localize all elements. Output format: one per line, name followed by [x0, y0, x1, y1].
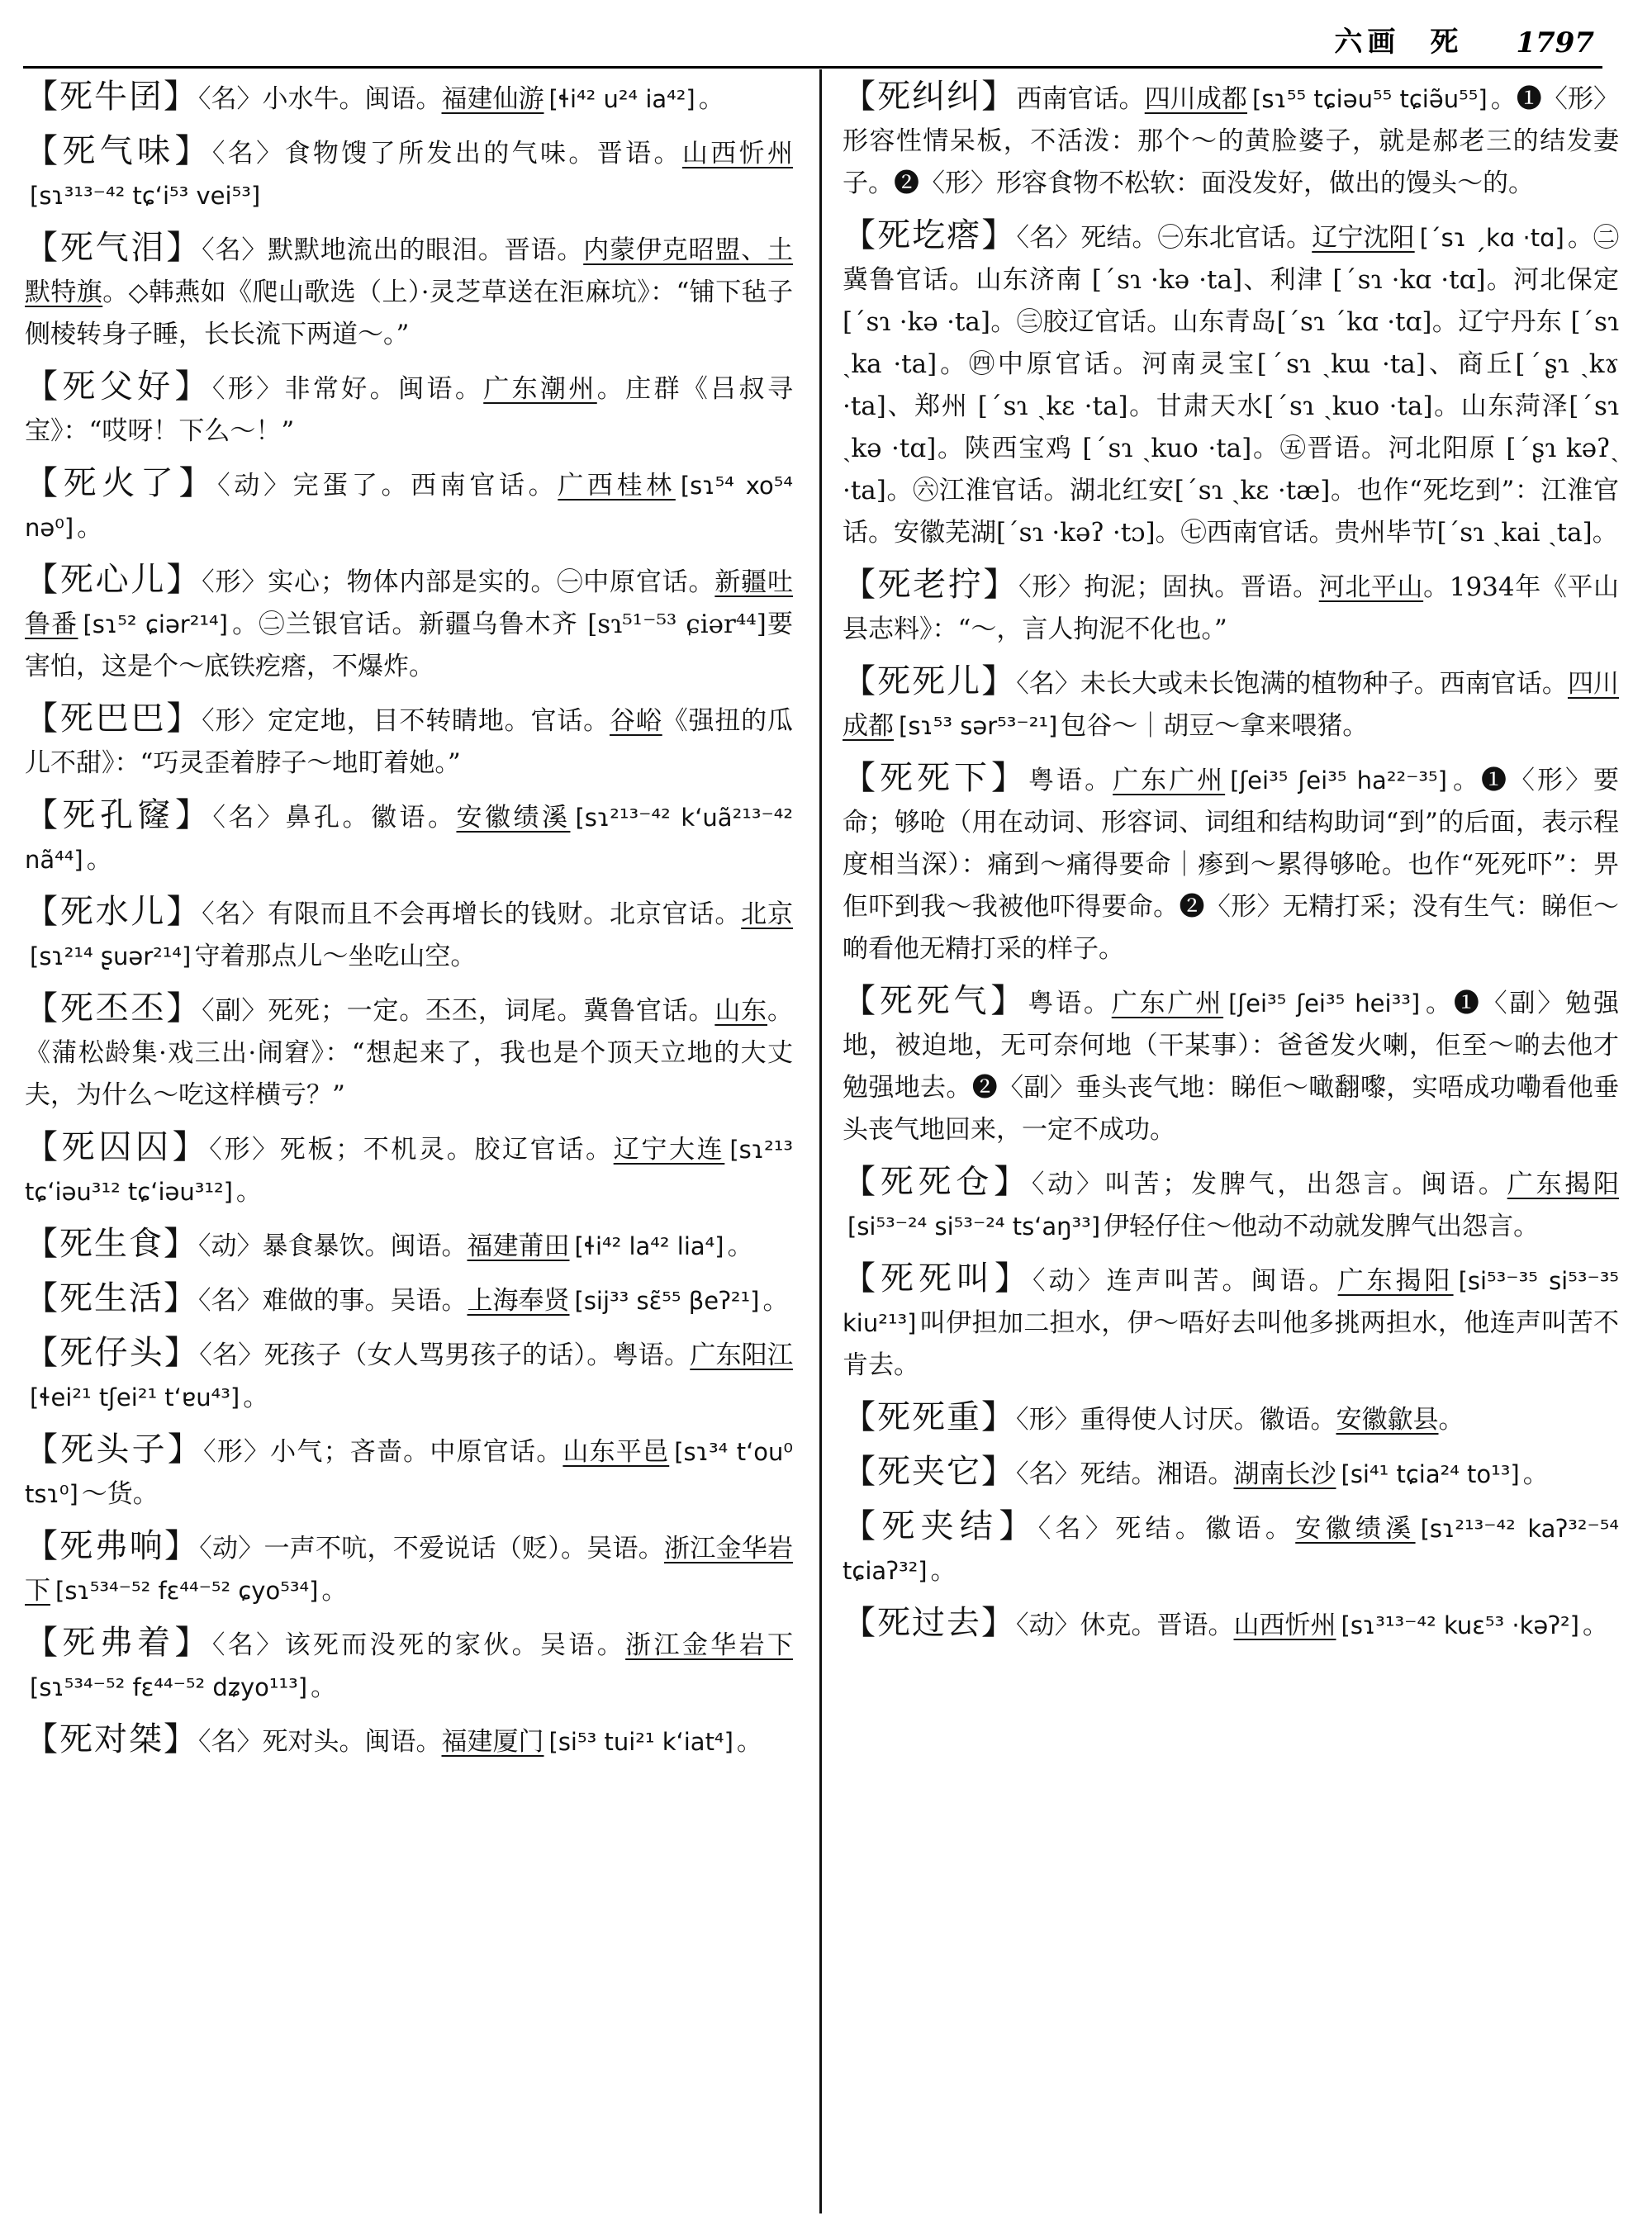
- pronunciation: [sɿ²¹³⁻⁴² kʻuã²¹³⁻⁴² nã⁴⁴]: [25, 804, 794, 874]
- place-name: 辽宁大连: [613, 1135, 725, 1165]
- part-of-speech: 〈形〉: [1018, 572, 1085, 602]
- part-of-speech: 〈名〉: [211, 139, 285, 168]
- place-name: 福建莆田: [467, 1231, 570, 1261]
- entry-rest: 。《蒲松龄集·戏三出·闹窘》：“想起来了，我也是个顶天立地的大丈夫，为什么～吃这样横亏？”: [25, 996, 794, 1110]
- headword: 【死巴巴】: [25, 700, 202, 738]
- place-name: 安徽绩溪: [1295, 1514, 1416, 1544]
- dictionary-entry: [25, 1622, 793, 1709]
- headword: 【死囚囚】: [25, 1128, 210, 1166]
- place-name: 四川成都: [1144, 84, 1248, 114]
- pronunciation: [sɿ⁵³⁴⁻⁵² fɛ⁴⁴⁻⁵² ɕyo⁵³⁴]: [55, 1577, 319, 1605]
- place-name: 北京: [741, 899, 794, 929]
- entry-rest: 守着那点儿～坐吃山空。: [194, 942, 477, 971]
- dictionary-entry: [25, 1223, 793, 1268]
- place-name: 广东潮州: [483, 374, 597, 404]
- dictionary-entry: [25, 1429, 793, 1516]
- definition-text: 死孩子（女人骂男孩子的话）。粤语。: [263, 1340, 691, 1370]
- place-name: 广东揭阳: [1507, 1170, 1620, 1199]
- part-of-speech: 〈名〉: [1016, 1459, 1080, 1489]
- part-of-speech: 〈动〉: [217, 471, 293, 501]
- part-of-speech: 〈动〉: [199, 1534, 264, 1563]
- definition-text: 食物馊了所发出的气味。晋语。: [284, 139, 682, 168]
- pronunciation: [sij³³ sɛ̃⁵⁵ βeʔ²¹]: [574, 1287, 760, 1315]
- place-name: 上海奉贤: [467, 1286, 570, 1316]
- definition-text: 一声不吭，不爱说话（贬）。吴语。: [263, 1534, 664, 1563]
- part-of-speech: 〈形〉: [1016, 1405, 1080, 1435]
- pronunciation: [sɿ⁵³ sər⁵³⁻²¹]: [899, 712, 1058, 740]
- entry-rest: 。❶〈副〉勉强地，被迫地，无可奈何地（干某事）：爸爸发火喇，佢至～啲去他才勉强地去。❷〈副〉垂头丧气地：睇佢～噉翻嚟，实唔成功嘞看他垂头丧气地回来，一定不成功。: [843, 989, 1620, 1145]
- dictionary-entry: [25, 795, 793, 881]
- definition-text: 死结。徽语。: [1115, 1514, 1296, 1544]
- entry-rest: 。: [736, 1727, 762, 1757]
- headword: 【死仔头】: [25, 1334, 200, 1372]
- part-of-speech: 〈形〉: [202, 706, 268, 736]
- pronunciation: [sɿ²¹³⁻⁴² kaʔ³²⁻⁵⁴ tɕiaʔ³²]: [843, 1515, 1620, 1585]
- entry-rest: 。庄群《吕叔寻宝》：“哎呀！下么～！”: [25, 374, 794, 446]
- right-column: [843, 76, 1619, 1657]
- definition-text: 重得使人讨厌。徽语。: [1080, 1405, 1336, 1435]
- headword: 【死夹结】: [843, 1507, 1038, 1545]
- headword: 【死死儿】: [843, 662, 1017, 700]
- pronunciation: [sɿ⁵⁴ xo⁵⁴ nə⁰]: [25, 472, 794, 542]
- dictionary-entry: [25, 227, 793, 356]
- dictionary-entry: [843, 1161, 1619, 1248]
- place-name: 广西桂林: [558, 471, 676, 501]
- place-name: 浙江金华岩下: [25, 1534, 793, 1606]
- headword: 【死圪瘩】: [843, 216, 1017, 254]
- dictionary-entry: [25, 1332, 793, 1419]
- pronunciation: [ɬi⁴² u²⁴ ia⁴²]: [548, 85, 695, 113]
- pronunciation: [sɿ⁵² ɕiər²¹⁴]: [83, 610, 228, 638]
- headword: 【死过去】: [843, 1604, 1016, 1642]
- dictionary-entry: [843, 1258, 1619, 1387]
- section-label: 六画: [1334, 26, 1401, 59]
- dictionary-entry: [843, 1451, 1619, 1496]
- part-of-speech: 〈名〉: [1037, 1514, 1116, 1544]
- place-name: 湖南长沙: [1233, 1459, 1336, 1489]
- place-name: 河北平山: [1318, 572, 1424, 602]
- page-number: 1797: [1516, 26, 1594, 59]
- part-of-speech: 〈名〉: [211, 1630, 285, 1660]
- part-of-speech: 〈形〉: [211, 374, 285, 404]
- entry-rest: 。: [930, 1556, 957, 1586]
- definition-text: 小气；吝啬。中原官话。: [270, 1437, 563, 1467]
- place-name: 浙江金华岩下: [625, 1630, 794, 1660]
- definition-text: 定定地，目不转睛地。官话。: [268, 706, 610, 736]
- dictionary-entry: [843, 661, 1619, 747]
- pronunciation: [ʃei³⁵ ʃei³⁵ hei³³]: [1228, 989, 1421, 1018]
- part-of-speech: 〈动〉: [1016, 1611, 1080, 1640]
- dictionary-entry: [25, 76, 793, 121]
- dictionary-entry: [25, 1127, 793, 1213]
- column-divider: [819, 69, 822, 2213]
- part-of-speech: 〈动〉: [198, 1231, 263, 1261]
- page-header: [33, 18, 1594, 59]
- headword: 【死弗响】: [25, 1527, 200, 1565]
- headword: 【死孔窿】: [25, 796, 213, 834]
- dictionary-entry: [25, 1278, 793, 1322]
- definition-text: 实心；物体内部是实的。㊀中原官话。: [268, 567, 715, 597]
- place-name: 谷峪: [610, 706, 662, 736]
- part-of-speech: 〈动〉: [1032, 1266, 1107, 1296]
- headword: 【死父好】: [25, 368, 212, 406]
- definition-text: 叫苦；发脾气，出怨言。闽语。: [1104, 1170, 1507, 1199]
- pronunciation: [sɿ⁵⁵ tɕiəu⁵⁵ tɕiə̃u⁵⁵]: [1252, 85, 1488, 113]
- headword: 【死夹它】: [843, 1453, 1016, 1491]
- headword: 【死头子】: [25, 1431, 204, 1468]
- dictionary-entry: [25, 366, 793, 453]
- dictionary-entry: [25, 1525, 793, 1612]
- definition-text: 完蛋了。西南官话。: [292, 471, 558, 501]
- part-of-speech: 〈副〉: [202, 996, 268, 1026]
- headword: 【死死叫】: [843, 1260, 1033, 1298]
- entry-rest: 。: [311, 1672, 337, 1702]
- dictionary-entry: [25, 559, 793, 688]
- headword: 【死老拧】: [843, 566, 1018, 604]
- dictionary-entry: [843, 1602, 1619, 1647]
- headword: 【死生活】: [25, 1279, 198, 1317]
- dictionary-entry: [25, 988, 793, 1117]
- definition-text: 休克。晋语。: [1080, 1611, 1234, 1640]
- pronunciation: [si⁵³ tui²¹ kʻiat⁴]: [548, 1728, 733, 1756]
- left-column: [25, 76, 793, 1773]
- entry-rest: 伊轻仔住～他动不动就发脾气出怨言。: [1104, 1212, 1540, 1241]
- headword: 【死纠纠】: [843, 78, 1017, 116]
- entry-rest: 。1934年《平山县志料》：“～，言人拘泥不化也。”: [843, 572, 1620, 644]
- place-name: 山东平邑: [563, 1437, 670, 1467]
- dictionary-entry: [843, 76, 1619, 205]
- place-name: 福建仙游: [441, 84, 544, 114]
- dictionary-entry: [843, 1506, 1619, 1592]
- pronunciation: [sɿ³¹³⁻⁴² tɕʻi⁵³ vei⁵³]: [30, 182, 261, 210]
- definition-text: 粤语。: [1028, 766, 1113, 795]
- pronunciation: [sɿ²¹⁴ ʂuər²¹⁴]: [30, 942, 192, 970]
- definition-text: 难做的事。吴语。: [262, 1286, 468, 1316]
- definition-text: 死对头。闽语。: [262, 1727, 442, 1757]
- definition-text: 死结。㊀东北官话。: [1080, 223, 1313, 253]
- header-rule: [23, 66, 1602, 69]
- dictionary-entry: [25, 698, 793, 785]
- dictionary-entry: [25, 1719, 793, 1763]
- part-of-speech: 〈形〉: [202, 567, 268, 597]
- definition-text: 鼻孔。徽语。: [285, 803, 457, 833]
- place-name: 山西忻州: [681, 139, 794, 168]
- pronunciation: [ʃei³⁵ ʃei³⁵ ha²²⁻³⁵]: [1230, 766, 1447, 795]
- definition-text: 该死而没死的家伙。吴语。: [284, 1630, 626, 1660]
- pronunciation: [si⁵³⁻³⁵ si⁵³⁻³⁵ kiu²¹³]: [843, 1267, 1620, 1337]
- definition-text: 粤语。: [1028, 989, 1112, 1018]
- place-name: 广东广州: [1113, 766, 1226, 795]
- part-of-speech: 〈形〉: [209, 1135, 280, 1165]
- definition-text: 默默地流出的眼泪。晋语。: [268, 235, 584, 265]
- dictionary-entry: [843, 757, 1619, 970]
- pronunciation: [sɿ³¹³⁻⁴² kuɛ⁵³ ·kəʔ²]: [1341, 1611, 1579, 1639]
- part-of-speech: 〈名〉: [202, 899, 268, 929]
- place-name: 广东广州: [1111, 989, 1224, 1018]
- pronunciation: [ɬei²¹ tʃei²¹ tʻɐu⁴³]: [30, 1383, 240, 1412]
- place-name: 福建厦门: [441, 1727, 544, 1757]
- dictionary-entry: [843, 980, 1619, 1151]
- dictionary-entry: [843, 1397, 1619, 1441]
- entry-rest: 《强扭的瓜儿不甜》：“巧灵歪着脖子～地盯着她。”: [25, 706, 794, 778]
- entry-rest: 。: [698, 84, 724, 114]
- headword: 【死气味】: [25, 132, 212, 170]
- headword: 【死心儿】: [25, 561, 202, 599]
- entry-rest: 。❶〈形〉形容性情呆板，不活泼：那个～的黄脸婆子，就是郝老三的结发妻子。❷〈形〉形容食物不松软：面没发好，做出的馒头～的。: [843, 84, 1620, 198]
- entry-rest: 。: [1522, 1459, 1549, 1489]
- definition-text: 死结。湘语。: [1080, 1459, 1234, 1489]
- dictionary-entry: [25, 463, 793, 549]
- definition-text: 有限而且不会再增长的钱财。北京官话。: [268, 899, 742, 929]
- pronunciation: [sɿ⁵³⁴⁻⁵² fɛ⁴⁴⁻⁵² dʑyo¹¹³]: [30, 1673, 308, 1701]
- place-name: 安徽绩溪: [456, 803, 571, 833]
- pronunciation: [ɬi⁴² la⁴² lia⁴]: [574, 1232, 724, 1260]
- entry-rest: 。: [762, 1286, 789, 1316]
- part-of-speech: 〈名〉: [1016, 669, 1080, 699]
- entry-rest: 。❶〈形〉要命；够呛（用在动词、形容词、词组和结构助词“到”的后面，表示程度相当深）：痛到～痛得要命｜瘆到～累得够呛。也作“死死吓”：畀佢吓到我～我被他吓得要命。❷〈形〉无精打采；没有生气：睇佢～啲看他无精打采的样子。: [843, 766, 1620, 964]
- place-name: 四川成都: [843, 669, 1620, 741]
- definition-text: 连声叫苦。闽语。: [1106, 1266, 1338, 1296]
- entry-rest: 。: [1582, 1611, 1608, 1640]
- place-name: 山东: [714, 996, 768, 1026]
- definition-text: 西南官话。: [1016, 84, 1145, 114]
- part-of-speech: 〈名〉: [202, 235, 268, 265]
- place-name: 辽宁沈阳: [1312, 223, 1415, 253]
- entry-rest: 。: [1438, 1405, 1464, 1435]
- entry-rest: ～货。: [81, 1479, 159, 1509]
- pronunciation: [sɿ³⁴ tʻou⁰ tsɿ⁰]: [25, 1438, 794, 1508]
- pronunciation: [si⁵³⁻²⁴ si⁵³⁻²⁴ tsʻaŋ³³]: [847, 1212, 1101, 1241]
- pronunciation: [si⁴¹ tɕia²⁴ to¹³]: [1341, 1460, 1520, 1488]
- headword: 【死死气】: [843, 982, 1028, 1020]
- place-name: 广东阳江: [690, 1340, 793, 1370]
- place-name: 安徽歙县: [1336, 1405, 1439, 1435]
- dictionary-entry: [843, 564, 1619, 651]
- headword: 【死生食】: [25, 1225, 198, 1263]
- part-of-speech: 〈动〉: [1031, 1170, 1105, 1199]
- definition-text: 死板；不机灵。胶辽官话。: [279, 1135, 614, 1165]
- entry-rest: 。: [77, 513, 103, 543]
- part-of-speech: 〈名〉: [198, 84, 263, 114]
- headword: 【死丕丕】: [25, 989, 202, 1027]
- definition-text: 非常好。闽语。: [284, 374, 484, 404]
- definition-text: 未长大或未长饱满的植物种子。西南官话。: [1080, 669, 1568, 699]
- entry-rest: 叫伊担加二担水，伊～唔好去叫他多挑两担水，他连声叫苦不肯去。: [843, 1308, 1619, 1380]
- entry-rest: 。: [321, 1576, 348, 1606]
- place-name: 新疆吐鲁番: [25, 567, 794, 639]
- part-of-speech: 〈名〉: [198, 1286, 263, 1316]
- entry-rest: 。㊁冀鲁官话。山东济南 [ˊsɿ ·kə ·ta]、利津 [ˊsɿ ·kɑ ·tɑ]。河北保定[ˊsɿ ·kə ·ta]。㊂胶辽官话。山东青岛[ˊsɿ ˊkɑ ·tɑ]。辽宁丹东 [ˊsɿ ˏka ·ta]。㊃中原官话。河南灵宝[ˊsɿ ˏkɯ ·ta]、商丘[ˊʂɿ ˏkɤ ·ta]、郑州 [ˊsɿ ˏkɛ ·ta]。甘肃天水[ˊsɿ ˏkuo ·ta]。山东菏泽[ˊsɿ ˏkə ·tɑ]。陕西宝鸡 [ˊsɿ ˏkuo ·ta]。㊄晋语。河北阳原 [ˊʂɿ kəʔˎ ·ta]。㊅江淮官话。湖北红安[ˊsɿ ˏkɛ ·tæ]。也作“死圪到”：江淮官话。安徽芜湖[ˊsɿ ·kəʔ ·tɔ]。㊆西南官话。贵州毕节[ˊsɿ ˏkai ˏta]。: [843, 223, 1620, 548]
- entry-rest: 。◇韩燕如《爬山歌选（上）·灵芝草送在洰麻坑》：“铺下毡子侧棱转身子睡，长长流下两道～。”: [25, 278, 794, 349]
- entry-rest: 包谷～｜胡豆～拿来喂猪。: [1061, 711, 1369, 741]
- dictionary-entry: [25, 891, 793, 978]
- headword: 【死死下】: [843, 759, 1029, 797]
- definition-text: 暴食暴饮。闽语。: [262, 1231, 468, 1261]
- headword: 【死气泪】: [25, 229, 202, 267]
- dictionary-entry: [843, 215, 1619, 554]
- headword: 【死水儿】: [25, 893, 202, 931]
- headword: 【死死重】: [843, 1398, 1016, 1436]
- header-char: 死: [1430, 26, 1459, 59]
- place-name: 内蒙伊克昭盟、土默特旗: [25, 235, 794, 307]
- definition-text: 拘泥；固执。晋语。: [1084, 572, 1319, 602]
- definition-text: 小水牛。闽语。: [262, 84, 442, 114]
- part-of-speech: 〈名〉: [198, 1727, 263, 1757]
- entry-rest: 。: [86, 845, 112, 875]
- headword: 【死弗着】: [25, 1624, 212, 1662]
- place-name: 广东揭阳: [1337, 1266, 1454, 1296]
- pronunciation: [sɿ²¹³ tɕʻiəu³¹² tɕʻiəu³¹²]: [25, 1136, 794, 1206]
- headword: 【死死仓】: [843, 1163, 1032, 1201]
- part-of-speech: 〈形〉: [203, 1437, 271, 1467]
- headword: 【死牛囝】: [25, 78, 198, 116]
- entry-rest: 。: [243, 1383, 269, 1412]
- pronunciation: [ˊsɿ ˏkɑ ·tɑ]: [1419, 224, 1564, 252]
- entry-rest: 。: [235, 1177, 262, 1207]
- headword: 【死对桀】: [25, 1720, 198, 1758]
- definition-text: 死死；一定。丕丕，词尾。冀鲁官话。: [268, 996, 715, 1026]
- place-name: 山西忻州: [1233, 1611, 1336, 1640]
- part-of-speech: 〈名〉: [199, 1340, 264, 1370]
- entry-rest: 。: [727, 1231, 753, 1261]
- headword: 【死火了】: [25, 464, 218, 502]
- part-of-speech: 〈名〉: [1016, 223, 1081, 253]
- part-of-speech: 〈名〉: [212, 803, 286, 833]
- dictionary-entry: [25, 130, 793, 217]
- entry-rest: 。㊁兰银官话。新疆乌鲁木齐 [sɿ⁵¹⁻⁵³ ɕiər⁴⁴]要害怕，这是个～底铁疙瘩，不爆炸。: [25, 610, 794, 681]
